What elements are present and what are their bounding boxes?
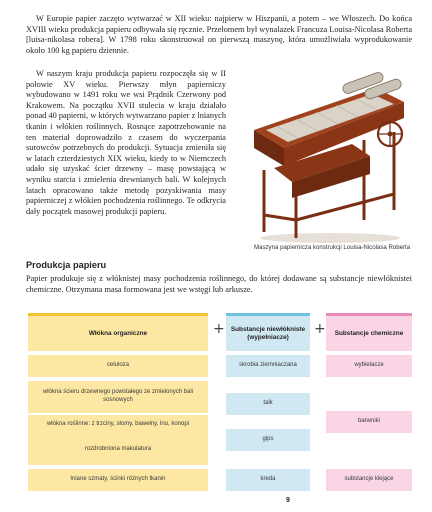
table-cell-filler: skrobia ziemniaczana <box>226 355 310 377</box>
header-organic-fibers: Włókna organiczne <box>28 313 208 351</box>
table-cell-organic: lniane szmaty, ścinki różnych tkanin <box>28 469 208 491</box>
header-fillers: Substancje niewłókniste (wypełniacze) <box>226 313 310 351</box>
table-cell-chemical: barwniki <box>326 411 412 433</box>
table-cell-organic: włókna roślinne: z trzciny, słomy, bawełny, lnu, konopi <box>28 415 208 435</box>
table-cell-chemical: wybielacze <box>326 355 412 377</box>
plus-sign: + <box>213 321 225 337</box>
figure-caption: Maszyna papiernicza konstrukcji Louisa-Nicolasa Roberta <box>254 244 411 251</box>
header-chemicals: Substancje chemiczne <box>326 313 412 351</box>
table-cell-chemical: substancje klejące <box>326 469 412 491</box>
table-cell-organic: celuloza <box>28 355 208 377</box>
history-paragraph: W naszym kraju produkcja papieru rozpoczęła się w II połowie XV wieku. Pierwszy młyn papierniczy wybudowano w 1491 roku we wsi Prądnik Czerwony pod Krakowem. Na początku XVII stulecia w kraju działało ponad 40 papierni, w których wytwarzano papier z lnianych tkanin i włókien roślinnych. Rosnące zapotrzebowanie na ten materiał doprowadziło z czasem do wyczerpania surowców potrzebnych do produkcji. Sytuacja zmieniła się w latach czterdziestych XIX wieku, kiedy to w Niemczech udało się uzyskać ścier drzewny – masę powstającą w wyniku starcia i zmielenia drewnianych bali. W kolejnych latach opracowano także metodę pozyskiwania masy papierniczej z włókien pochodzenia roślinnego. Te odkrycia dały początek masowej produkcji papieru. <box>26 69 226 216</box>
intro-paragraph: W Europie papier zaczęto wytwarzać w XII wieku: najpierw w Hiszpanii, a potem – we Włoszech. Do końca XVIII wieku produkcja papieru odbywała się ręcznie. Przełomem był wynalazek Francuza Louisa-Nicolasa Roberta [luisa-nikolasa robera]. W 1798 roku skonstruował on pierwszą maszynę, która umożliwiała wyprodukowanie około 100 kg papieru dziennie. <box>26 14 412 55</box>
table-cell-organic: włókna ścieru drzewnego powstałego ze zmielonych bali sosnowych <box>28 381 208 413</box>
paper-machine-illustration <box>244 70 410 245</box>
table-cell-filler: kreda <box>226 469 310 491</box>
table-cell-filler: talk <box>226 393 310 415</box>
table-cell-filler: gips <box>226 429 310 451</box>
page-number: 9 <box>286 497 290 504</box>
section-heading: Produkcja papieru <box>26 260 107 270</box>
production-paragraph: Papier produkuje się z włóknistej masy pochodzenia roślinnego, do której dodawane są substancje niewłóknistei chemiczne. Otrzymana masa formowana jest we wstęgi lub arkusze. <box>26 274 412 294</box>
plus-sign: + <box>314 321 326 337</box>
table-cell-organic: rozdrobniona makulatura <box>28 435 208 465</box>
